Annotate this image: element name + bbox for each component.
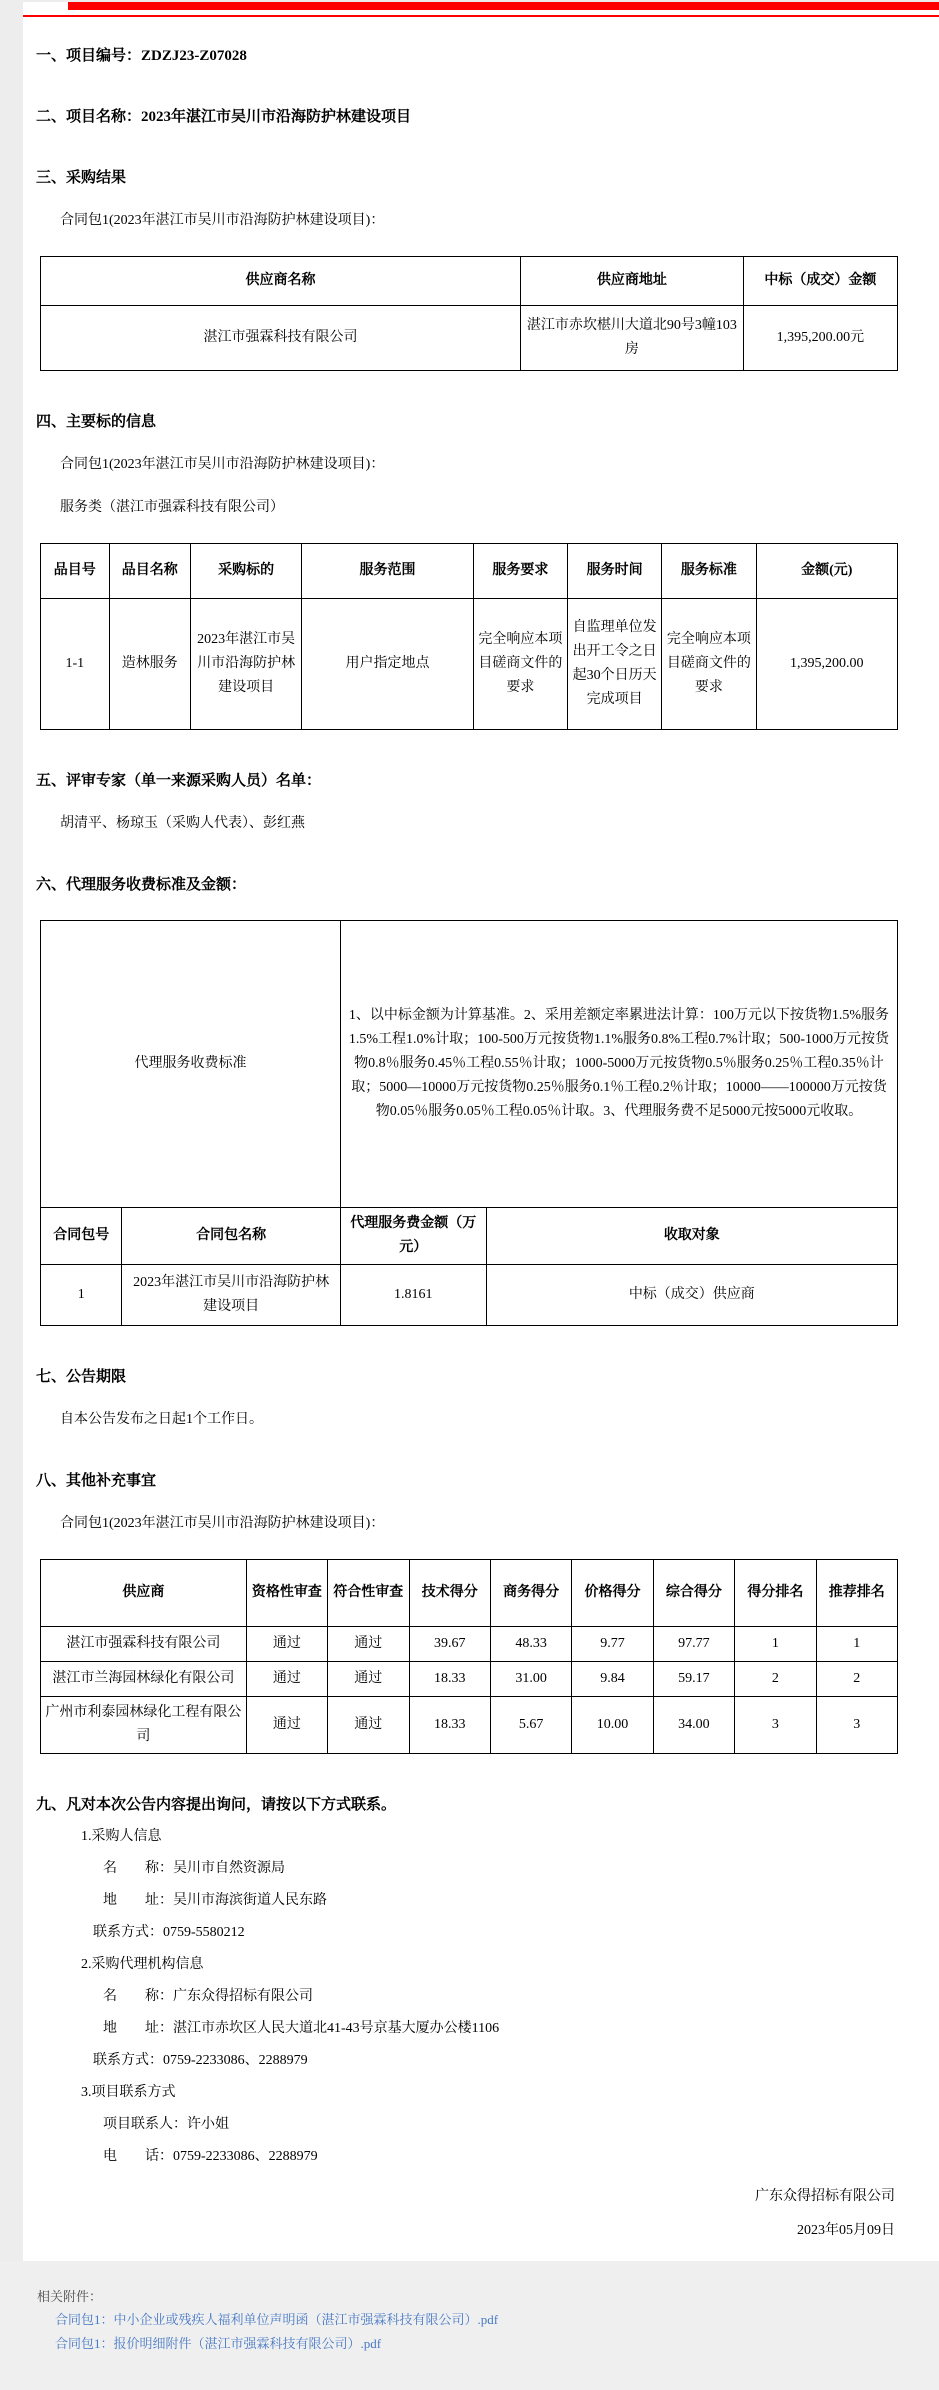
attachments-label: 相关附件： <box>37 2289 103 2304</box>
recommend-rank-cell: 1 <box>816 1627 897 1662</box>
contact-block <box>23 1827 939 2167</box>
package-line-supplementary: 合同包1(2023年湛江市吴川市沿海防护林建设项目)： <box>60 1516 385 1531</box>
attachment-link-quotation-pdf[interactable]: 合同包1：报价明细附件（湛江市强霖科技有限公司）.pdf <box>55 2336 382 2351</box>
procurement-target-cell: 2023年湛江市吴川市沿海防护林建设项目 <box>190 599 301 730</box>
technical-score-cell: 18.33 <box>409 1697 490 1754</box>
table-header-row <box>41 1560 898 1627</box>
purchaser-address: 地 址：吴川市海滨街道人民东路 <box>103 1893 327 1908</box>
fee-standard-row <box>41 921 898 1208</box>
col-total-score: 综合得分 <box>653 1560 734 1627</box>
technical-score-cell: 39.67 <box>409 1627 490 1662</box>
notice-period-body: 自本公告发布之日起1个工作日。 <box>60 1412 263 1427</box>
award-amount-cell: 1,395,200.00元 <box>743 306 897 371</box>
recommend-rank-cell: 2 <box>816 1662 897 1697</box>
category-line: 服务类（湛江市强霖科技有限公司） <box>60 500 284 515</box>
package-line-target: 合同包1(2023年湛江市吴川市沿海防护林建设项目)： <box>60 457 385 472</box>
section-heading-project-name: 二、项目名称：2023年湛江市吴川市沿海防护林建设项目 <box>36 109 412 125</box>
signature-date: 2023年05月09日 <box>797 2223 895 2238</box>
section-heading-experts: 五、评审专家（单一来源采购人员）名单： <box>36 773 322 789</box>
signature-block <box>23 2187 939 2241</box>
col-service-standard: 服务标准 <box>662 544 756 599</box>
table-row <box>41 306 898 371</box>
col-score-rank: 得分排名 <box>735 1560 816 1627</box>
commercial-score-cell: 31.00 <box>490 1662 571 1697</box>
section-heading-supplementary: 八、其他补充事宜 <box>36 1473 157 1489</box>
price-score-cell: 10.00 <box>572 1697 653 1754</box>
recommend-rank-cell: 3 <box>816 1697 897 1754</box>
purchaser-contact: 联系方式：0759-5580212 <box>93 1925 245 1940</box>
supplier-cell: 广州市利泰园林绿化工程有限公司 <box>41 1697 247 1754</box>
table-row <box>41 1697 898 1754</box>
table-header-row <box>41 257 898 306</box>
table-header-row <box>41 1208 898 1265</box>
col-item-no: 品目号 <box>41 544 110 599</box>
signature-company: 广东众得招标有限公司 <box>755 2189 895 2204</box>
col-package-name: 合同包名称 <box>122 1208 341 1265</box>
project-contact-phone: 电 话：0759-2233086、2288979 <box>103 2149 318 2164</box>
col-fee-amount: 代理服务费金额（万元） <box>340 1208 486 1265</box>
supplier-cell: 湛江市强霖科技有限公司 <box>41 1627 247 1662</box>
evaluation-table <box>40 1559 898 1754</box>
agency-name: 名 称：广东众得招标有限公司 <box>103 1989 313 2004</box>
service-standard-cell: 完全响应本项目磋商文件的要求 <box>662 599 756 730</box>
table-row <box>41 599 898 730</box>
item-name-cell: 造林服务 <box>109 599 190 730</box>
col-conformity-review: 符合性审查 <box>328 1560 409 1627</box>
col-technical-score: 技术得分 <box>409 1560 490 1627</box>
supplier-result-table <box>40 256 898 371</box>
item-no-cell: 1-1 <box>41 599 110 730</box>
section-heading-notice-period: 七、公告期限 <box>36 1369 127 1385</box>
table-row <box>41 1627 898 1662</box>
col-supplier-address: 供应商地址 <box>520 257 743 306</box>
qualification-cell: 通过 <box>246 1627 327 1662</box>
agency-address: 地 址：湛江市赤坎区人民大道北41-43号京基大厦办公楼1106 <box>103 2021 500 2036</box>
table-header-row <box>41 544 898 599</box>
col-fee-payer: 收取对象 <box>486 1208 897 1265</box>
section-heading-contact: 九、凡对本次公告内容提出询问，请按以下方式联系。 <box>36 1797 397 1813</box>
col-service-time: 服务时间 <box>568 544 662 599</box>
fee-amount-cell: 1.8161 <box>340 1265 486 1326</box>
section-heading-procurement-result: 三、采购结果 <box>36 170 127 186</box>
qualification-cell: 通过 <box>246 1662 327 1697</box>
col-item-name: 品目名称 <box>109 544 190 599</box>
col-procurement-target: 采购标的 <box>190 544 301 599</box>
fee-standard-text-cell: 1、以中标金额为计算基准。2、采用差额定率累进法计算：100万元以下按货物1.5%服务1.5%工程1.0%计取；100-500万元按货物1.1%服务0.8%工程0.7%计取；500-1000万元按货物0.8％服务0.45％工程0.55％计取；1000-5000万元按货物0.5％服务0.25％工程0.35％计取；5000—10000万元按货物0.25％服务0.1％工程0.2％计取；10000——100000万元按货物0.05％服务0.05％工程0.05％计取。3、代理服务费不足5000元按5000元收取。 <box>340 921 897 1208</box>
col-price-score: 价格得分 <box>572 1560 653 1627</box>
col-supplier: 供应商 <box>41 1560 247 1627</box>
commercial-score-cell: 5.67 <box>490 1697 571 1754</box>
package-line-result: 合同包1(2023年湛江市吴川市沿海防护林建设项目)： <box>60 213 385 228</box>
conformity-cell: 通过 <box>328 1697 409 1754</box>
agency-contact: 联系方式：0759-2233086、2288979 <box>93 2053 308 2068</box>
purchaser-info-label: 1.采购人信息 <box>81 1829 162 1844</box>
service-time-cell: 自监理单位发出开工令之日起30个日历天完成项目 <box>568 599 662 730</box>
fee-payer-cell: 中标（成交）供应商 <box>486 1265 897 1326</box>
table-row <box>41 1265 898 1326</box>
section-heading-project-number: 一、项目编号：ZDZJ23-Z07028 <box>36 48 247 64</box>
header-red-bar-thin <box>23 15 939 17</box>
col-amount: 金额(元) <box>756 544 897 599</box>
score-rank-cell: 1 <box>735 1627 816 1662</box>
section-heading-bid-target: 四、主要标的信息 <box>36 414 157 430</box>
fee-standard-label-cell: 代理服务收费标准 <box>41 921 341 1208</box>
conformity-cell: 通过 <box>328 1627 409 1662</box>
score-rank-cell: 3 <box>735 1697 816 1754</box>
commercial-score-cell: 48.33 <box>490 1627 571 1662</box>
col-recommend-rank: 推荐排名 <box>816 1560 897 1627</box>
total-score-cell: 97.77 <box>653 1627 734 1662</box>
table-row <box>41 1662 898 1697</box>
conformity-cell: 通过 <box>328 1662 409 1697</box>
package-name-cell: 2023年湛江市吴川市沿海防护林建设项目 <box>122 1265 341 1326</box>
score-rank-cell: 2 <box>735 1662 816 1697</box>
project-contact-person: 项目联系人：许小姐 <box>103 2117 229 2132</box>
expert-names: 胡清平、杨琼玉（采购人代表）、彭红燕 <box>60 816 305 831</box>
package-no-cell: 1 <box>41 1265 122 1326</box>
supplier-cell: 湛江市兰海园林绿化有限公司 <box>41 1662 247 1697</box>
bid-target-table <box>40 543 898 730</box>
qualification-cell: 通过 <box>246 1697 327 1754</box>
header-red-bar-thick <box>68 2 939 10</box>
col-award-amount: 中标（成交）金额 <box>743 257 897 306</box>
total-score-cell: 59.17 <box>653 1662 734 1697</box>
supplier-address-cell: 湛江市赤坎椹川大道北90号3幢103房 <box>520 306 743 371</box>
col-commercial-score: 商务得分 <box>490 1560 571 1627</box>
supplier-name-cell: 湛江市强霖科技有限公司 <box>41 306 521 371</box>
amount-cell: 1,395,200.00 <box>756 599 897 730</box>
col-package-no: 合同包号 <box>41 1208 122 1265</box>
technical-score-cell: 18.33 <box>409 1662 490 1697</box>
announcement-page <box>23 2 939 2261</box>
price-score-cell: 9.77 <box>572 1627 653 1662</box>
col-supplier-name: 供应商名称 <box>41 257 521 306</box>
attachment-link-declaration-pdf[interactable]: 合同包1：中小企业或残疾人福利单位声明函（湛江市强霖科技有限公司）.pdf <box>55 2312 499 2327</box>
attachments-footer <box>0 2261 939 2390</box>
col-service-requirement: 服务要求 <box>473 544 567 599</box>
agency-fee-table <box>40 920 898 1326</box>
col-service-scope: 服务范围 <box>302 544 473 599</box>
price-score-cell: 9.84 <box>572 1662 653 1697</box>
col-qualification-review: 资格性审查 <box>246 1560 327 1627</box>
service-scope-cell: 用户指定地点 <box>302 599 473 730</box>
purchaser-name: 名 称：吴川市自然资源局 <box>103 1861 285 1876</box>
agency-info-label: 2.采购代理机构信息 <box>81 1957 204 1972</box>
project-contact-label: 3.项目联系方式 <box>81 2085 176 2100</box>
total-score-cell: 34.00 <box>653 1697 734 1754</box>
service-requirement-cell: 完全响应本项目磋商文件的要求 <box>473 599 567 730</box>
section-heading-agency-fee: 六、代理服务收费标准及金额： <box>36 877 247 893</box>
